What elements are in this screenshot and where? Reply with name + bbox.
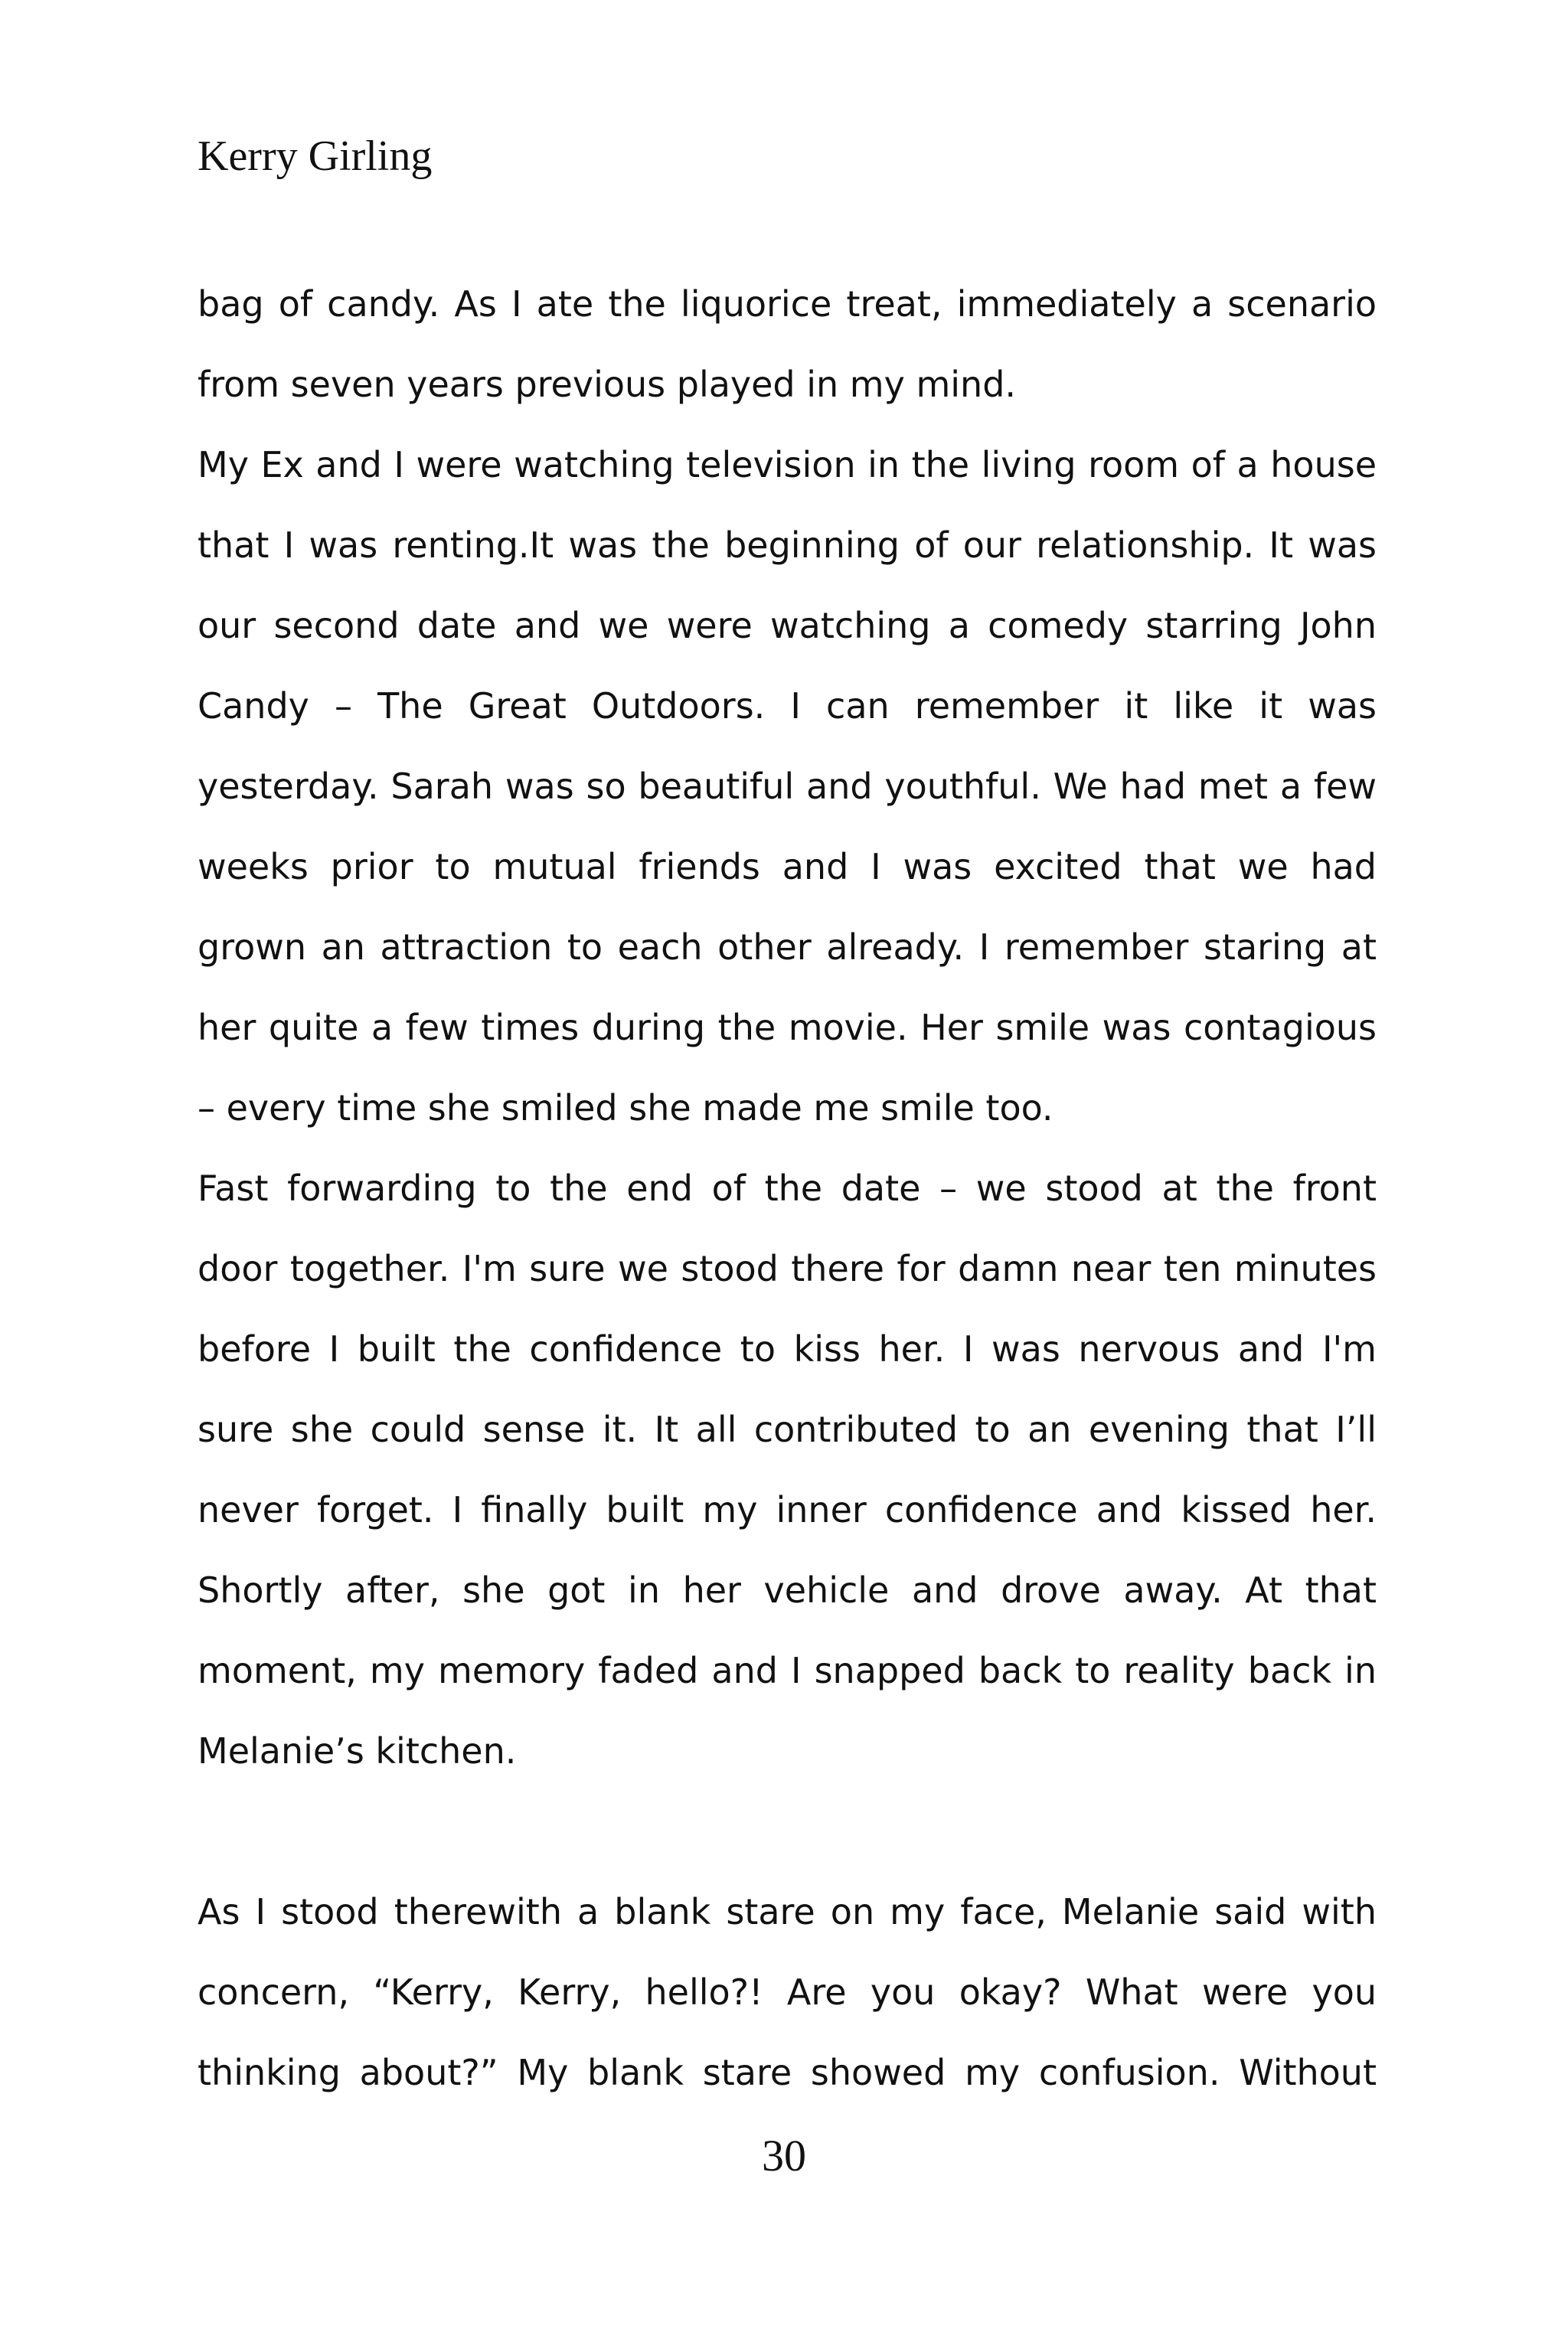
text-line: bag of candy. As I ate the liquorice treat, immediately a scenario bbox=[198, 283, 1377, 325]
running-header-author: Kerry Girling bbox=[198, 132, 433, 180]
text-line: door together. I'm sure we stood there for damn near ten minutes bbox=[198, 1248, 1377, 1289]
page-number: 30 bbox=[762, 2131, 806, 2180]
text-line: weeks prior to mutual friends and I was excited that we had bbox=[198, 846, 1377, 887]
blank-line bbox=[198, 1792, 1377, 1872]
text-line: thinking about?” My blank stare showed my confusion. Without bbox=[198, 2052, 1377, 2093]
text-line: moment, my memory faded and I snapped back to reality back in bbox=[198, 1650, 1377, 1691]
text-line: our second date and we were watching a comedy starring John bbox=[198, 605, 1377, 646]
text-line: As I stood therewith a blank stare on my face, Melanie said with bbox=[198, 1891, 1377, 1932]
text-line: yesterday. Sarah was so beautiful and youthful. We had met a few bbox=[198, 766, 1377, 807]
text-line: grown an attraction to each other already. I remember staring at bbox=[198, 926, 1377, 968]
text-line: that I was renting.It was the beginning of our relationship. It was bbox=[198, 524, 1377, 566]
text-line: sure she could sense it. It all contributed to an evening that I’ll bbox=[198, 1409, 1377, 1450]
body-text bbox=[198, 264, 1377, 2113]
text-line: concern, “Kerry, Kerry, hello?! Are you okay? What were you bbox=[198, 1971, 1377, 2013]
text-line: her quite a few times during the movie. Her smile was contagious bbox=[198, 1007, 1377, 1048]
text-line: – every time she smiled she made me smile too. bbox=[198, 1087, 1054, 1129]
text-line: never forget. I finally built my inner confidence and kissed her. bbox=[198, 1489, 1377, 1530]
text-line: My Ex and I were watching television in the living room of a house bbox=[198, 444, 1377, 485]
text-line: before I built the confidence to kiss her. I was nervous and I'm bbox=[198, 1328, 1377, 1370]
text-line: Shortly after, she got in her vehicle and drove away. At that bbox=[198, 1570, 1377, 1611]
text-line: from seven years previous played in my mind. bbox=[198, 364, 1017, 405]
text-line: Melanie’s kitchen. bbox=[198, 1730, 517, 1772]
text-line: Fast forwarding to the end of the date – we stood at the front bbox=[198, 1168, 1377, 1209]
text-line: Candy – The Great Outdoors. I can remember it like it was bbox=[198, 685, 1377, 727]
